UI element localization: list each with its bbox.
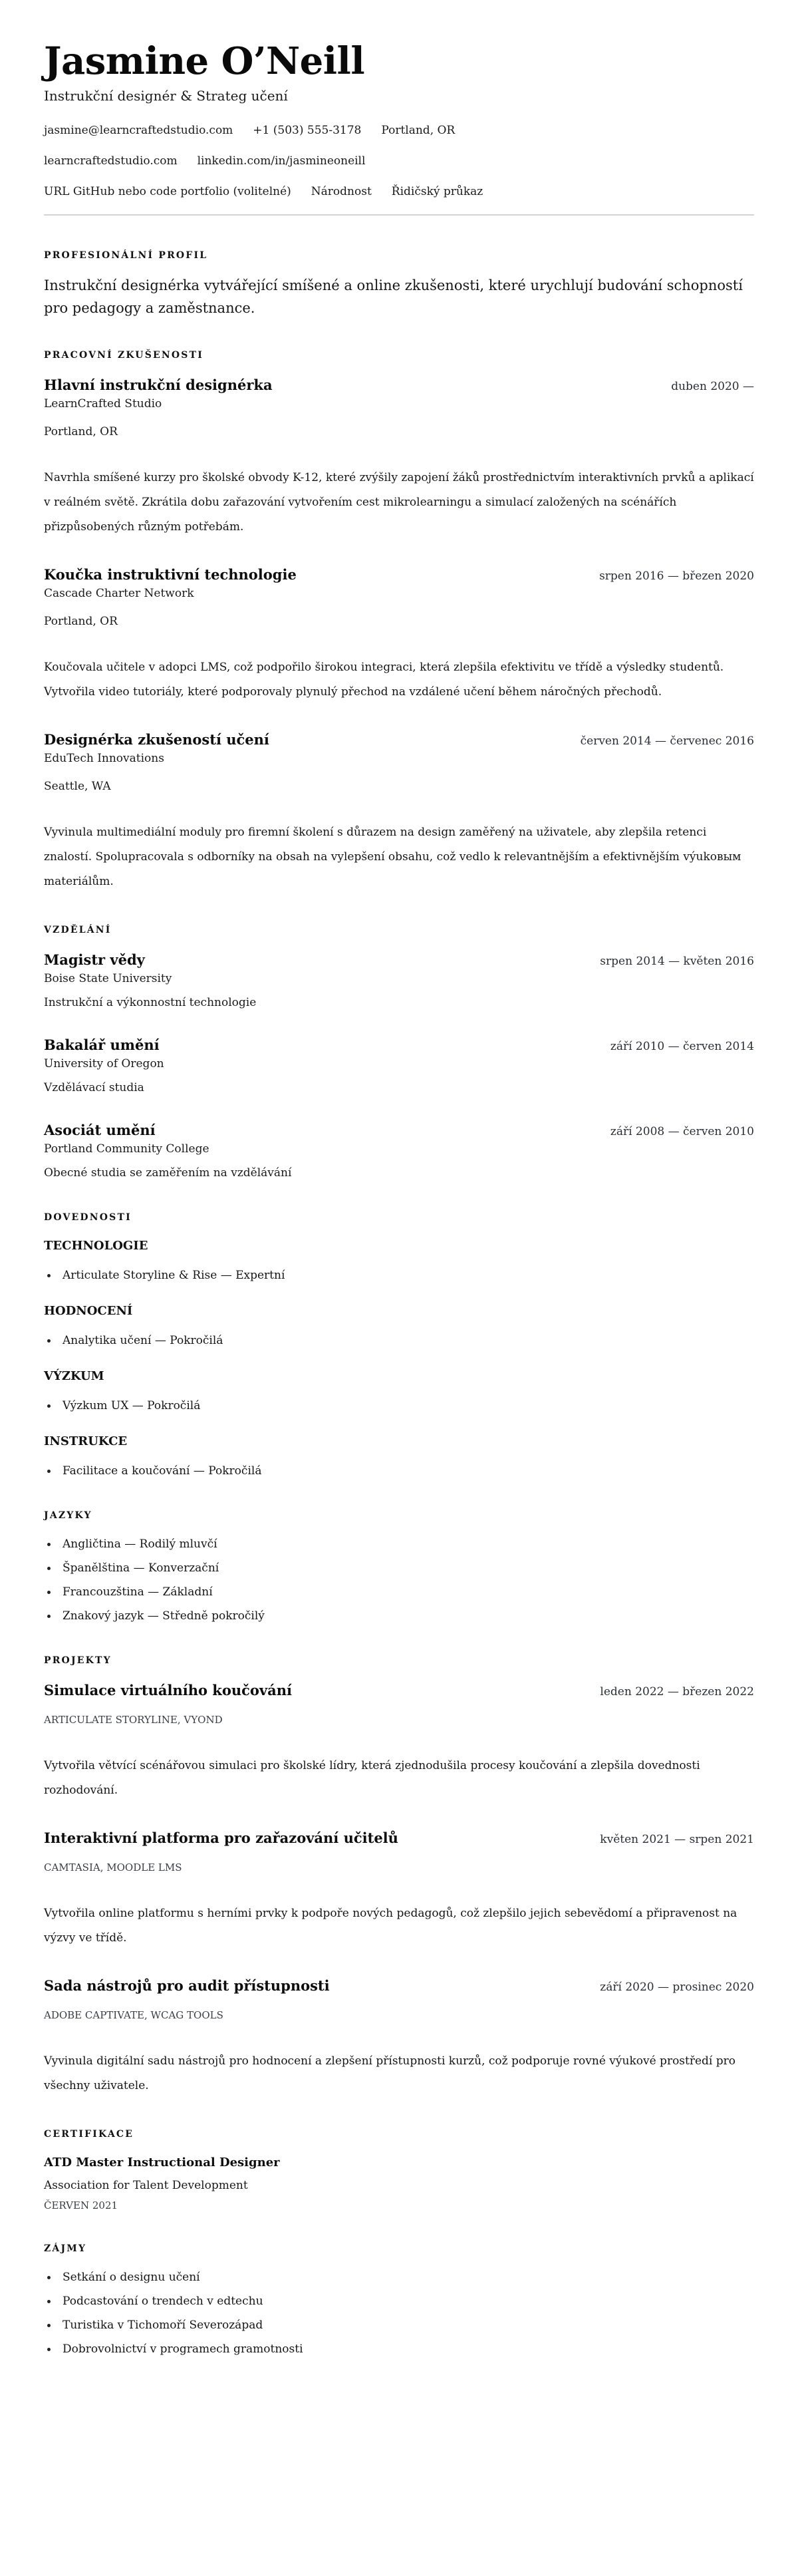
contact-email[interactable]: jasmine@learncraftedstudio.com [44,124,233,137]
job-company: Cascade Charter Network [44,587,194,600]
skill-item: Facilitace a koučování — Pokročilá [44,1462,754,1480]
skill-item: Výzkum UX — Pokročilá [44,1397,754,1414]
section-heading: CERTIFIKACE [44,2129,134,2140]
resume-header [44,40,754,200]
skill-category-title: INSTRUKCE [44,1434,128,1448]
job-dates: duben 2020 — [671,380,754,393]
job-location: Seattle, WA [44,780,111,793]
degree-dates: srpen 2014 — květen 2016 [600,955,754,968]
contact-nationality: Národnost [311,185,372,198]
section-heading: JAZYKY [44,1510,92,1521]
section-heading: PROFESIONÁLNÍ PROFIL [44,250,208,261]
contact-website[interactable]: learncraftedstudio.com [44,154,178,168]
job-description: Navrhla smíšené kurzy pro školské obvody K-12, které zvýšily zapojení žáků prostřednictvím interaktivních prvků a aplikací v reálném světě. Zkrátila dobu zařazování vytvořením cest mikrolearningu a simulací založených na scénářích přizpůsobených různým potřebám. [44,471,754,534]
project-tech: ARTICULATE STORYLINE, VYOND [44,1714,223,1726]
field-of-study: Instrukční a výkonnostní technologie [44,996,257,1009]
skill-category-title: TECHNOLOGIE [44,1239,148,1253]
degree-dates: září 2010 — červen 2014 [610,1040,754,1053]
skill-category [44,1433,754,1480]
entry-header [44,1035,754,1055]
skill-list [44,1267,754,1284]
language-item: Angličtina — Rodilý mluvčí [44,1535,754,1553]
header-divider [44,214,754,216]
language-item: Francouzština — Základní [44,1583,754,1601]
skill-list [44,1462,754,1480]
section-education [44,923,754,1182]
degree-title: Magistr vědy [44,951,145,968]
language-item: Znakový jazyk — Středně pokročilý [44,1607,754,1625]
section-certifications [44,2128,754,2213]
degree-title: Bakalář umění [44,1037,160,1053]
job-dates: srpen 2016 — březen 2020 [599,569,754,583]
school-name: Portland Community College [44,1142,209,1156]
interest-item: Dobrovolnictví v programech gramotnosti [44,2340,754,2358]
skill-list [44,1332,754,1349]
entry-header [44,1976,754,1996]
section-experience [44,349,754,894]
section-interests [44,2242,754,2358]
contact-location: Portland, OR [381,124,456,137]
field-of-study: Vzdělávací studia [44,1081,144,1094]
skill-item: Articulate Storyline & Rise — Expertní [44,1267,754,1284]
language-item: Španělština — Konverzační [44,1559,754,1577]
job-title: Designérka zkušeností učení [44,731,269,748]
project-dates: září 2020 — prosinec 2020 [600,1981,754,1994]
project-title: Sada nástrojů pro audit přístupnosti [44,1977,330,1994]
project-tech: CAMTASIA, MOODLE LMS [44,1861,182,1873]
skill-category [44,1237,754,1284]
entry-header [44,950,754,970]
section-projects [44,1654,754,2098]
section-skills [44,1211,754,1480]
education-entry [44,1120,754,1182]
entry-header [44,1681,754,1700]
job-description: Koučovala učitele v adopci LMS, což podpořilo širokou integraci, která zlepšila efektivitu ve třídě a výsledky studentů. Vytvořila video tutoriály, které podporovaly plynulý přechod na vzdálené učení během náročných přechodů. [44,661,724,699]
entry-header [44,565,754,585]
experience-entry [44,375,754,540]
section-heading: DOVEDNOSTI [44,1212,132,1223]
project-description: Vytvořila online platformu s herními prvky k podpoře nových pedagogů, což zlepšilo jejich sebevědomí a připravenost na výzvy ve třídě. [44,1907,737,1945]
section-heading: PRACOVNÍ ZKUŠENOSTI [44,350,203,361]
skill-list [44,1397,754,1414]
project-dates: květen 2021 — srpen 2021 [600,1833,754,1846]
job-title: Hlavní instrukční designérka [44,377,273,393]
section-languages [44,1509,754,1625]
candidate-title: Instrukční designér & Strateg učení [44,88,288,104]
entry-header [44,375,754,395]
field-of-study: Obecné studia se zaměřením na vzdělávání [44,1166,292,1180]
project-dates: leden 2022 — březen 2022 [600,1685,754,1698]
job-title: Koučka instruktivní technologie [44,566,297,583]
education-entry [44,1035,754,1096]
project-entry [44,1976,754,2098]
language-list [44,1535,754,1625]
project-tech: ADOBE CAPTIVATE, WCAG TOOLS [44,2009,223,2021]
contact-linkedin[interactable]: linkedin.com/in/jasmineoneill [197,154,366,168]
skill-item: Analytika učení — Pokročilá [44,1332,754,1349]
contact-github: URL GitHub nebo code portfolio (volitelné) [44,185,291,198]
education-entry [44,950,754,1011]
section-heading: PROJEKTY [44,1655,112,1666]
entry-header [44,1828,754,1848]
interest-item: Turistika v Tichomoří Severozápad [44,2317,754,2334]
interest-item: Setkání o designu učení [44,2269,754,2286]
certification-title: ATD Master Instructional Designer [44,2156,280,2170]
school-name: University of Oregon [44,1057,164,1070]
skill-category [44,1368,754,1414]
project-title: Simulace virtuálního koučování [44,1682,292,1698]
section-heading: ZÁJMY [44,2243,87,2254]
contact-block [44,122,754,200]
project-title: Interaktivní platforma pro zařazování učitelů [44,1830,398,1846]
project-description: Vyvinula digitální sadu nástrojů pro hodnocení a zlepšení přístupnosti kurzů, což podporuje rovné výukové prostředí pro všechny uživatele. [44,2054,736,2092]
contact-row [44,153,754,169]
project-entry [44,1681,754,1803]
job-company: LearnCrafted Studio [44,397,162,410]
contact-phone[interactable]: +1 (503) 555-3178 [253,124,362,137]
contact-driving-license: Řidičský průkaz [391,185,483,198]
experience-entry [44,730,754,894]
degree-title: Asociát umění [44,1122,156,1138]
section-profile [44,249,754,319]
certification-issuer: Association for Talent Development [44,2179,248,2192]
skill-category-title: HODNOCENÍ [44,1304,133,1318]
project-description: Vytvořila větvící scénářovou simulaci pro školské lídry, která zjednodušila procesy koučování a zlepšila dovednosti rozhodování. [44,1759,700,1797]
skill-category [44,1303,754,1349]
job-location: Portland, OR [44,615,118,628]
section-heading: VZDĚLÁNÍ [44,925,112,935]
job-dates: červen 2014 — červenec 2016 [580,734,754,748]
interest-list [44,2269,754,2358]
job-location: Portland, OR [44,425,118,438]
entry-header [44,1120,754,1140]
certification-date: ČERVEN 2021 [44,2199,118,2211]
school-name: Boise State University [44,972,172,985]
certification-entry [44,2154,754,2213]
project-entry [44,1828,754,1951]
profile-summary: Instrukční designérka vytvářející smíšené a online zkušenosti, které urychlují budování schopností pro pedagogy a zaměstnance. [44,277,743,316]
entry-header [44,730,754,750]
contact-row [44,122,754,138]
job-company: EduTech Innovations [44,752,164,765]
skill-category-title: VÝZKUM [44,1369,104,1383]
degree-dates: září 2008 — červen 2010 [610,1125,754,1138]
job-description: Vyvinula multimediální moduly pro firemní školení s důrazem na design zaměřený na uživatele, aby zlepšila retenci znalostí. Spolupracovala s odborníky na obsah na vylepšení obsahu, což vedlo k relevantnějším a efektivnějším výukовым materiálům. [44,826,741,888]
experience-entry [44,565,754,705]
contact-row [44,184,754,200]
candidate-name: Jasmine O’Neill [44,39,365,83]
interest-item: Podcastování o trendech v edtechu [44,2293,754,2310]
